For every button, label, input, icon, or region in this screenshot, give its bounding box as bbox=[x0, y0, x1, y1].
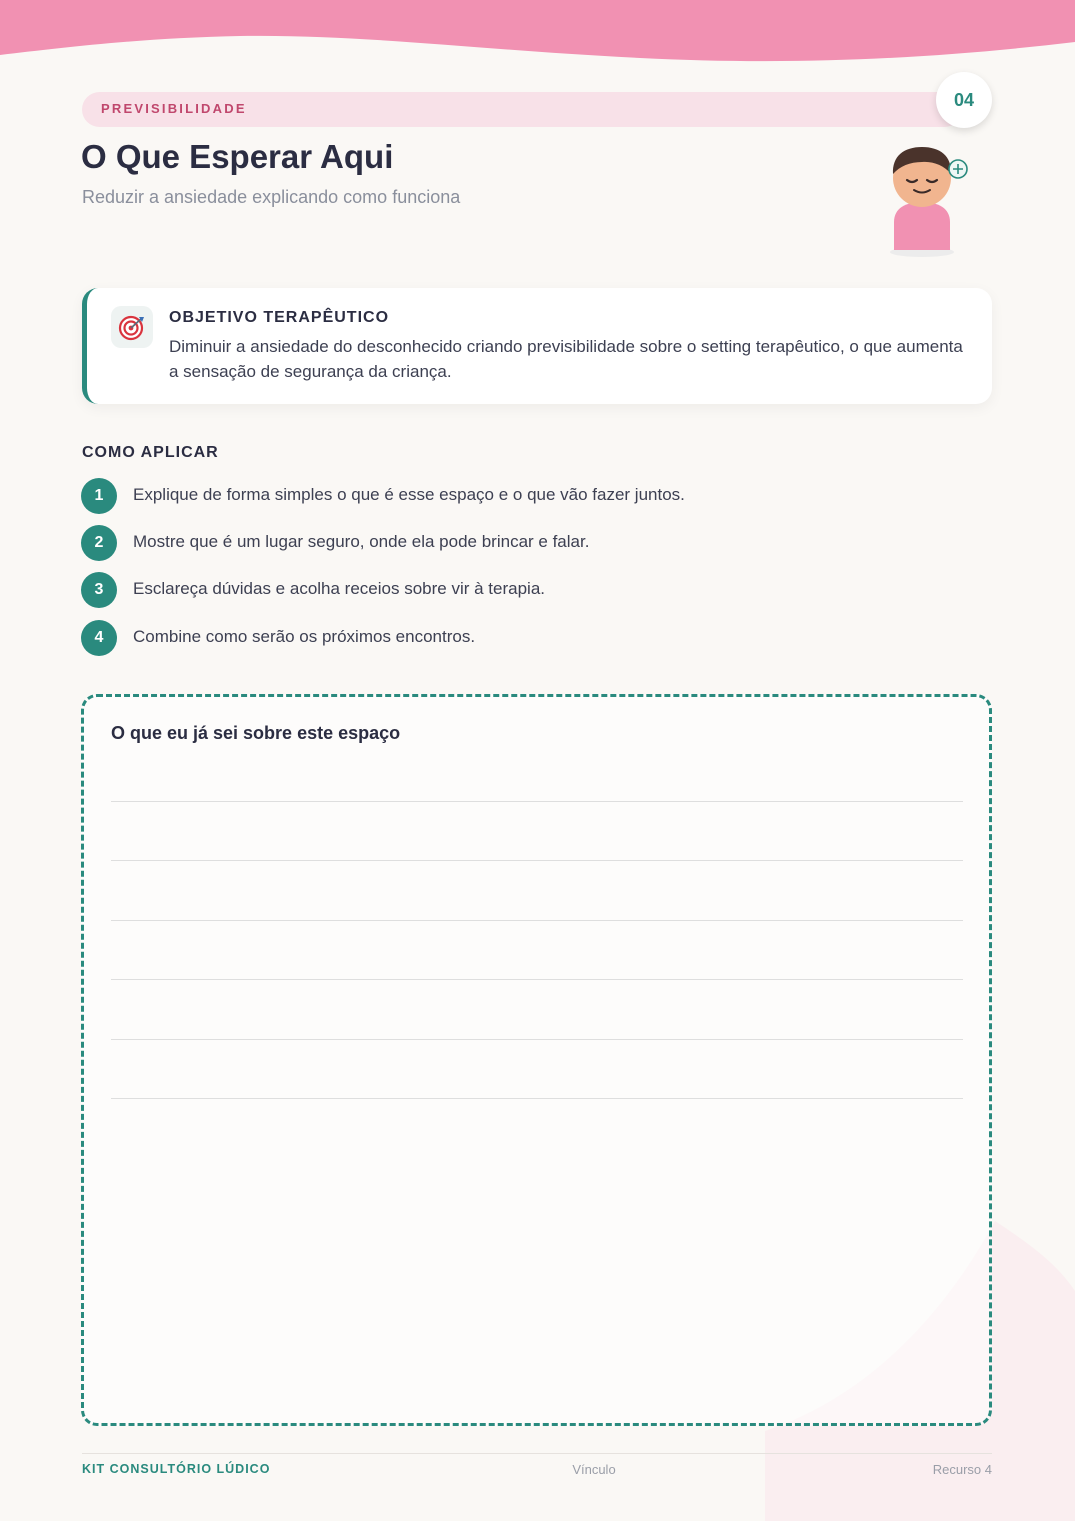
writing-line[interactable] bbox=[111, 979, 963, 980]
page-subtitle: Reduzir a ansiedade explicando como funciona bbox=[82, 187, 461, 207]
step-text: Esclareça dúvidas e acolha receios sobre vir à terapia. bbox=[133, 579, 545, 598]
writing-area[interactable] bbox=[81, 694, 992, 1426]
objective-label: OBJETIVO TERAPÊUTICO bbox=[169, 309, 390, 326]
child-avatar-icon bbox=[882, 144, 972, 260]
writing-line[interactable] bbox=[111, 1098, 963, 1099]
footer-resource: Recurso 4 bbox=[932, 1462, 992, 1477]
step-text: Combine como serão os próximos encontros. bbox=[133, 627, 476, 646]
step-number: 4 bbox=[81, 620, 117, 656]
writing-line[interactable] bbox=[111, 920, 963, 921]
step-item bbox=[81, 478, 961, 514]
writing-line[interactable] bbox=[111, 860, 963, 861]
step-text: Explique de forma simples o que é esse espaço e o que vão fazer juntos. bbox=[133, 485, 685, 504]
top-wave-decoration bbox=[0, 0, 1075, 70]
step-number: 1 bbox=[81, 478, 117, 514]
writing-line[interactable] bbox=[111, 1039, 963, 1040]
objective-card bbox=[82, 288, 992, 404]
objective-text: Diminuir a ansiedade do desconhecido criando previsibilidade sobre o setting terapêutico, o que aumenta a sensação de segurança da criança. bbox=[169, 337, 963, 381]
step-text: Mostre que é um lugar seguro, onde ela pode brincar e falar. bbox=[133, 532, 590, 551]
footer-section: Vínculo bbox=[572, 1462, 616, 1477]
step-number: 3 bbox=[81, 572, 117, 608]
target-icon bbox=[118, 313, 146, 341]
category-label: PREVISIBILIDADE bbox=[101, 101, 247, 116]
category-pill bbox=[82, 92, 962, 127]
step-item bbox=[81, 525, 961, 561]
step-item bbox=[81, 572, 961, 608]
page-title: O Que Esperar Aqui bbox=[81, 138, 394, 175]
objective-icon-box bbox=[111, 306, 153, 348]
page-number-badge: 04 bbox=[936, 72, 992, 128]
writing-line[interactable] bbox=[111, 801, 963, 802]
footer-divider bbox=[82, 1453, 992, 1454]
writing-area-title: O que eu já sei sobre este espaço bbox=[111, 723, 401, 743]
step-number: 2 bbox=[81, 525, 117, 561]
how-to-heading: COMO APLICAR bbox=[82, 444, 219, 461]
footer-brand: KIT CONSULTÓRIO LÚDICO bbox=[82, 1462, 271, 1476]
step-item bbox=[81, 620, 961, 656]
